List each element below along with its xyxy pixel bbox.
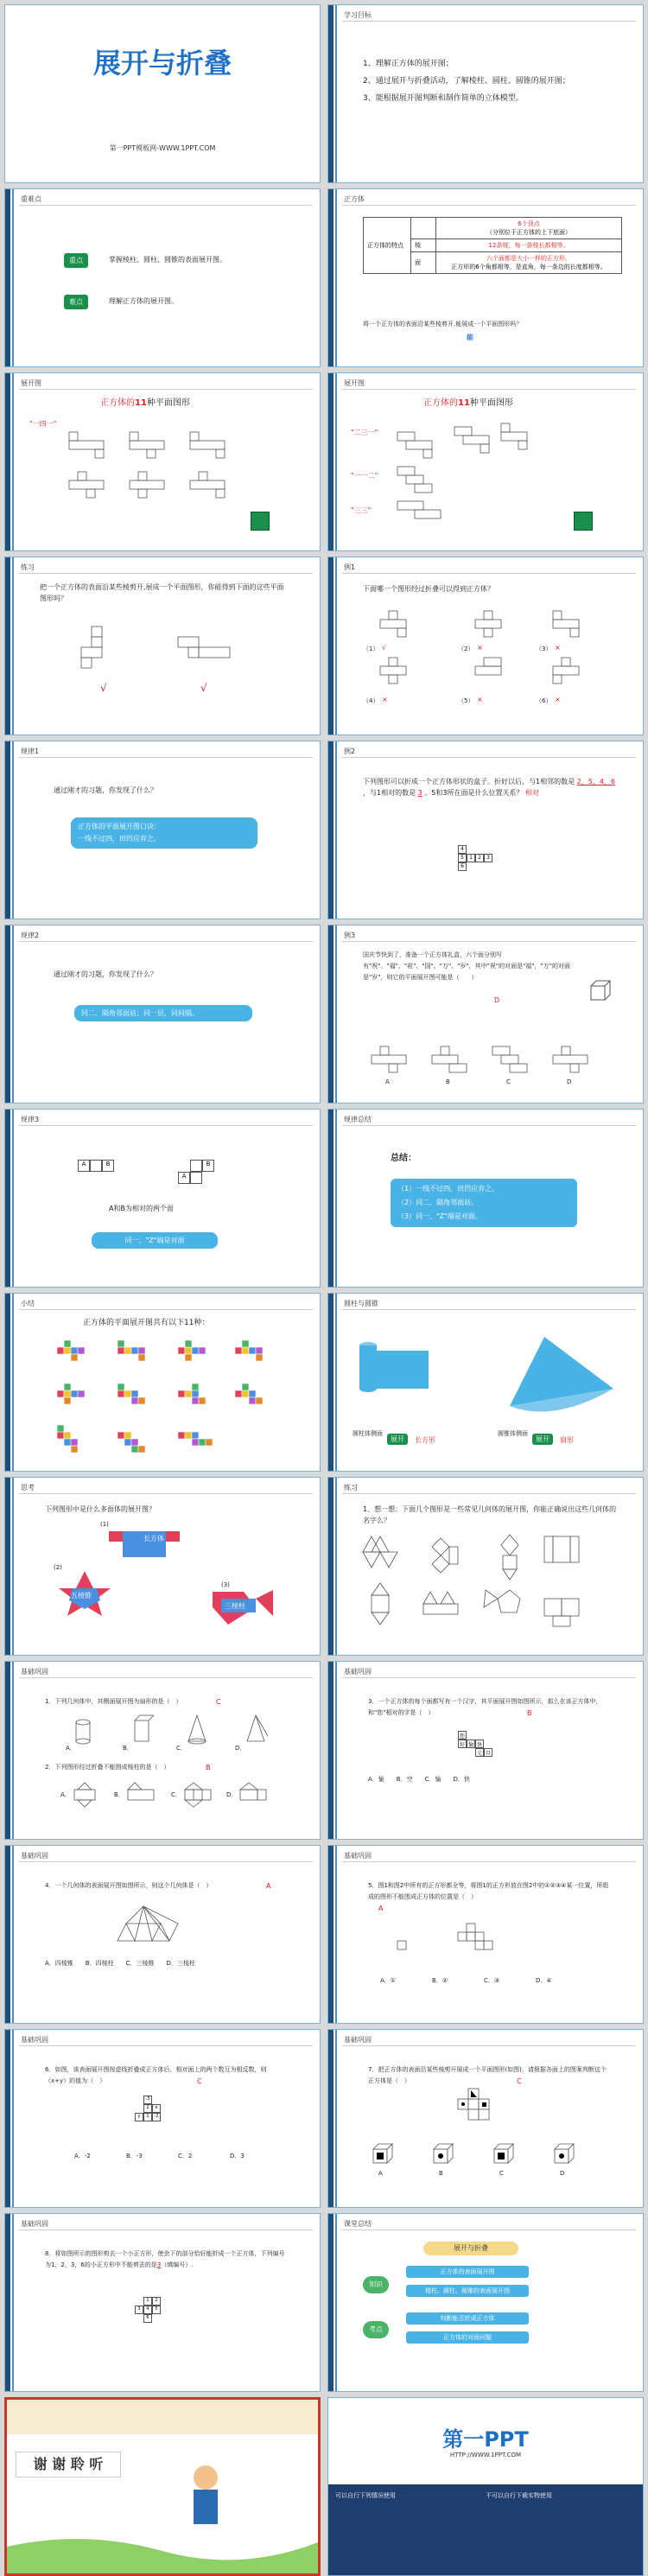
slide-header: 展开图	[344, 379, 365, 387]
cell-b: B	[202, 1160, 214, 1172]
side-bar-accent	[12, 2030, 14, 2208]
question: 把一个正方体的表面沿某些棱剪开,展成一个平面图形，你能得到下面的这些平面图形吗？	[40, 583, 284, 602]
slide-7[interactable]	[4, 557, 321, 735]
opt-4-mark: ×	[382, 696, 388, 703]
question: 6．如图，该表面展开图按虚线折叠成正方体后，相对面上的两个数互为相反数，则（x+y）的值为（ ）	[45, 2066, 267, 2084]
question: 3．一个正方体的每个面都写有一个汉字，其平面展开图如图所示，那么在该正方体中，和"您"相对的字是（ ）	[368, 1698, 602, 1716]
fig-1-2	[328, 1846, 644, 2024]
knowledge-tag: 知识	[363, 2276, 389, 2293]
divider	[19, 2229, 313, 2230]
knowledge-1: 正方体的表面展开图	[406, 2266, 529, 2278]
side-bar-accent	[335, 1662, 337, 1840]
slide-header: 展开图	[21, 379, 41, 387]
net-cell: 1	[143, 2297, 152, 2306]
answer-1: 长方体	[143, 1535, 164, 1542]
title-n: 11	[135, 398, 147, 408]
answer-2: 3	[417, 789, 422, 797]
slide-header: 基础巩固	[344, 1668, 372, 1676]
q1-opt-b: B．	[123, 1745, 133, 1752]
divider	[342, 1125, 636, 1126]
slide-19[interactable]	[4, 1661, 321, 1840]
side-bar	[5, 1110, 10, 1288]
difficulty-tag: 难点	[64, 295, 88, 309]
q2-opt-b: B．	[114, 1791, 124, 1798]
opt-5-label: （5）	[458, 697, 474, 704]
answer: C	[517, 2077, 522, 2085]
opt-1-label: （1）	[363, 646, 379, 652]
opt-c: C	[499, 2170, 504, 2177]
opt-a: A．-2	[74, 2153, 91, 2159]
cube-icon	[574, 512, 593, 531]
objective-3: 3、能根据展开图判断和制作简单的立体模型。	[363, 94, 524, 103]
cube-features-table	[363, 217, 622, 274]
answer: D	[494, 996, 500, 1004]
slide-header: 重难点	[21, 195, 41, 203]
side-bar	[5, 2030, 10, 2208]
opt-a: A	[378, 2170, 383, 2177]
check-mark-2: √	[200, 682, 207, 694]
net-cell: 好	[458, 1740, 467, 1748]
side-bar-accent	[12, 2214, 14, 2392]
net-cell: y	[135, 2113, 143, 2121]
rule-box: 同二、隔角邻面站；同一层，同间隔。	[74, 1005, 252, 1021]
cell-a: A	[178, 1172, 190, 1184]
exam-2: 正方体的对面问题	[406, 2331, 529, 2344]
answer-1: 2、5、4、6	[576, 778, 615, 786]
cylinder-result: 长方形	[415, 1436, 435, 1444]
right-title: 不可以自行下载实物使用	[486, 2492, 552, 2499]
summary-3: （3）同一、"Z"端是对面。	[397, 1212, 482, 1220]
net-cell: 旦	[484, 1748, 492, 1757]
divider	[342, 757, 636, 758]
slide-25[interactable]	[4, 2213, 321, 2392]
summary-2: （2）同二、隔角邻面站。	[397, 1199, 479, 1206]
net-cell: x	[152, 2104, 161, 2113]
question-1: 1．下列几何体中，其侧面展开图为扇形的是（ ）	[45, 1698, 182, 1705]
question	[363, 776, 622, 798]
polyhedra-nets	[5, 1478, 321, 1656]
edge-header: 棱	[411, 239, 436, 252]
opt-c: C．③	[484, 1977, 500, 1984]
rule-box	[71, 817, 257, 849]
slide-13[interactable]	[4, 1109, 321, 1288]
opt-3-mark: ×	[555, 644, 561, 652]
cone-label: 圆锥体侧面	[498, 1430, 528, 1437]
summary-1: （1）一线不过四，田凹应弃之。	[397, 1185, 499, 1193]
answer-3: 相对	[525, 789, 540, 797]
side-bar-accent	[12, 925, 14, 1104]
objective-2: 2、通过展开与折叠活动，了解棱柱、圆柱、圆锥的展开图；	[363, 77, 570, 86]
answer: B	[527, 1709, 532, 1717]
divider	[342, 2229, 636, 2230]
divider	[342, 21, 636, 22]
net-cell: 1	[143, 2113, 152, 2121]
title-a: 正方体的	[423, 398, 458, 408]
summary-box	[391, 1179, 577, 1227]
difficulty-text: 理解正方体的展开图。	[109, 297, 178, 305]
exam-tag: 考点	[363, 2321, 389, 2338]
opt-6-mark: ×	[555, 696, 561, 703]
opt-3-label: （3）	[536, 646, 552, 652]
title-b: 种平面图形	[469, 398, 513, 408]
question: 4．一个几何体的表面展开图如图所示，则这个几何体是（ ）	[45, 1882, 213, 1889]
option-cubes	[328, 2030, 644, 2208]
question	[45, 2248, 287, 2271]
net-cell: 元	[475, 1748, 484, 1757]
answer: 能	[467, 334, 473, 341]
slide-17[interactable]	[4, 1477, 321, 1656]
slide-header: 基础巩固	[21, 1668, 48, 1676]
slide-20[interactable]	[327, 1661, 644, 1840]
q2-nets	[5, 1662, 321, 1840]
net-cell: 4	[458, 845, 467, 854]
side-bar-accent	[335, 2214, 337, 2392]
net-cell: 5	[152, 2306, 161, 2314]
side-bar	[328, 1110, 334, 1288]
shape-nets	[328, 1478, 644, 1656]
opt-d: D	[560, 2170, 565, 2177]
opt-c: C	[506, 1078, 511, 1085]
cell-b: B	[102, 1160, 114, 1172]
net-cell: 快	[475, 1740, 484, 1748]
side-bar-accent	[12, 189, 14, 367]
divider	[19, 757, 313, 758]
face-text-1: 六个面都是大小一样的正方形。	[486, 255, 571, 262]
answer: 3	[156, 2261, 162, 2268]
slide-11[interactable]	[4, 925, 321, 1104]
question: 5．图1和图2中所有的正方形都全等，将图1的正方形放在图2中的①②③④某一位置，所组成的图形不能围成正方体的位置是（ ）	[368, 1882, 609, 1900]
left-title: 可以自行下列情况使用	[335, 2492, 396, 2499]
net-cell: 6	[458, 862, 467, 871]
net-cell: 3	[484, 854, 492, 862]
net-cell: 1	[467, 854, 475, 862]
question: 国庆节快到了，准备一个正方体礼盒，六个面分别写有"祝"、"福"、"祖"、"国"、"万"、"岁"，其中"祝"的对面是"福"，"万"的对面是"岁"，则它的平面展开图可能是（ ）	[363, 951, 570, 981]
q2-opt-c: C．	[171, 1791, 181, 1798]
net-cell: 5	[458, 854, 467, 862]
face-text-2: 正方形的6个角都相等，是直角，每一条边的长度都相等。	[451, 264, 607, 270]
divider	[19, 205, 313, 206]
slide-3[interactable]	[4, 188, 321, 367]
slide-header: 基础巩固	[344, 2036, 372, 2044]
net-cell: 4	[143, 2306, 152, 2314]
question: 下列图形中是什么多面体的展开图？	[45, 1505, 156, 1513]
cone-result: 扇形	[560, 1436, 574, 1444]
net-cell: 愉	[467, 1740, 475, 1748]
slide-header: 例1	[344, 563, 356, 571]
title-n: 11	[458, 398, 470, 408]
n1: (1)	[100, 1521, 109, 1528]
slide-header: 规律3	[21, 1116, 40, 1123]
divider	[19, 941, 313, 942]
net-cell: 3	[135, 2306, 143, 2314]
nets-figure	[5, 557, 321, 735]
slide-10[interactable]	[327, 741, 644, 919]
q-part-2: （填编号）.	[161, 2261, 194, 2268]
answer-2: B	[206, 1764, 211, 1771]
site-text: 第一PPT模板网-WWW.1PPT.COM	[109, 144, 216, 152]
slide-header: 思考	[21, 1484, 35, 1492]
thanks-illustration	[7, 2400, 318, 2573]
answer-2: 五棱锥	[71, 1592, 92, 1600]
side-bar-accent	[335, 1110, 337, 1288]
face-header: 面	[411, 252, 436, 274]
side-bar	[5, 925, 10, 1104]
answer: A	[378, 1905, 384, 1912]
slide-12[interactable]	[327, 925, 644, 1104]
question: 下面哪一个图形经过折叠可以得到正方体？	[363, 585, 494, 593]
type-tag-2: "一一二"	[351, 472, 378, 480]
q-part-2: ，与1相对的数是	[363, 789, 416, 797]
slide-2[interactable]	[327, 4, 644, 183]
slide-header: 例3	[344, 932, 356, 939]
slide-header: 练习	[21, 563, 35, 571]
slide-9[interactable]	[4, 741, 321, 919]
slide-23[interactable]	[4, 2029, 321, 2208]
options: A．四棱锥 B．四棱柱 C．三棱锥 D．三棱柱	[45, 1960, 195, 1967]
question: 1、想一想：下面几个图形是一些常见几何体的展开图，你能正确说出这些几何体的名字么？	[363, 1505, 617, 1524]
slide-header: 规律1	[21, 747, 40, 755]
slide-header: 基础巩固	[21, 2036, 48, 2044]
key-point-tag: 重点	[64, 253, 88, 268]
unfold-tag-1: 展开	[387, 1434, 408, 1445]
slide-27[interactable]	[4, 2397, 321, 2576]
slide-24[interactable]	[327, 2029, 644, 2208]
logo-text: 第一PPT	[442, 2427, 529, 2452]
slide-header: 学习目标	[344, 11, 372, 19]
rule-text: 一线不过四，田凹应弃之。	[78, 835, 161, 843]
slide-header: 练习	[344, 1484, 358, 1492]
divider	[19, 1125, 313, 1126]
slide-28[interactable]	[327, 2397, 644, 2576]
opt-b: B	[446, 1078, 450, 1085]
options: A．愉 B．空 C．愉 D．快	[368, 1776, 470, 1783]
opt-a: A．①	[380, 1977, 397, 1984]
check-mark-1: √	[100, 682, 107, 694]
cell	[190, 1160, 202, 1172]
question: 通过刚才的习题，你发现了什么？	[54, 786, 157, 794]
net-cell: 2	[475, 854, 484, 862]
side-bar	[328, 189, 334, 367]
pyramid-net	[5, 1846, 321, 2024]
side-bar	[328, 5, 334, 183]
opt-5-mark: ×	[477, 696, 483, 703]
title-b: 种平面图形	[146, 398, 190, 408]
side-bar-accent	[335, 741, 337, 919]
q2-opt-a: A．	[60, 1791, 71, 1798]
nets-grid	[328, 373, 644, 551]
slide-header: 课堂总结	[344, 2220, 372, 2228]
slide-15[interactable]	[4, 1293, 321, 1472]
net-cell: 2	[152, 2297, 161, 2306]
opt-2-mark: ×	[477, 644, 483, 652]
objective-1: 1、理解正方体的展开图；	[363, 60, 454, 68]
slide-22[interactable]	[327, 1845, 644, 2024]
opt-2-label: （2）	[458, 646, 474, 652]
cell-a: A	[78, 1160, 90, 1172]
opt-b: B	[439, 2170, 443, 2177]
q-part-3: 。5和3所在面是什么位置关系？	[424, 789, 524, 797]
slide-1[interactable]	[4, 4, 321, 183]
slide-header: 基础巩固	[21, 2220, 48, 2228]
n3: (3)	[221, 1581, 230, 1588]
answer-1: C	[216, 1698, 221, 1706]
q-part-1: 8．将如图所示的图形剪去一个小正方形，使余下的部分恰好能折成一个正方体，下列编号为1，2，3，6的小正方形中不能剪去的是	[45, 2250, 285, 2268]
net-cell: 您	[458, 1731, 467, 1740]
side-bar	[328, 1662, 334, 1840]
slide-header: 基础巩固	[21, 1852, 48, 1860]
cell	[190, 1172, 202, 1184]
type-tag-1: "二三一"	[351, 429, 378, 436]
question: 7．把正方体的表面沿某些棱剪开展成一个平面图形(如图)，请根据各面上的图案判断这个正方体是（ ）	[368, 2066, 607, 2084]
cell	[90, 1160, 102, 1172]
cylinder-label: 圆柱体侧面	[353, 1430, 383, 1437]
opt-c: C．2	[178, 2153, 193, 2159]
rule-title: 正方体的平面展开图口诀：	[78, 823, 161, 830]
row-label: 正方体的特点	[364, 218, 411, 274]
n2: (2)	[54, 1564, 62, 1571]
option-nets	[328, 925, 644, 1104]
cylinder-cone-figure	[328, 1294, 644, 1472]
opt-d: D	[567, 1078, 572, 1085]
knowledge-2: 棱柱、圆柱、圆锥的表面展开图	[406, 2285, 529, 2297]
summary-title: 总结：	[391, 1154, 416, 1163]
slide-18[interactable]	[327, 1477, 644, 1656]
cube-icon	[251, 512, 270, 531]
logo-url: HTTP://WWW.1PPT.COM	[449, 2452, 522, 2458]
slide-header: 正方体	[344, 195, 365, 203]
nets-grid	[5, 373, 321, 551]
q1-opt-a: A．	[66, 1745, 76, 1752]
thanks-text: 谢 谢 聆 听	[16, 2452, 121, 2477]
slide-header: 基础巩固	[344, 1852, 372, 1860]
slide-21[interactable]	[4, 1845, 321, 2024]
type-tag: "一四一"	[29, 420, 57, 428]
slide-5[interactable]	[4, 372, 321, 551]
type-tag-3: "三三"	[351, 506, 372, 514]
divider	[342, 205, 636, 206]
answer: A	[266, 1882, 271, 1890]
slide-4[interactable]	[327, 188, 644, 367]
divider	[342, 1677, 636, 1678]
divider	[19, 2045, 313, 2046]
edge-text: 12条棱，每一条棱长都相等。	[436, 239, 622, 252]
caption: A和B为相对的两个面	[109, 1205, 174, 1212]
q1-opt-c: C．	[176, 1745, 187, 1752]
q1-opt-d: D．	[235, 1745, 246, 1752]
slide-header: 规律2	[21, 932, 40, 939]
unfold-tag-2: 展开	[532, 1434, 553, 1445]
answer-3: 三棱柱	[225, 1602, 245, 1610]
title: 正方体的平面展开图共有以下11种：	[83, 1319, 210, 1327]
slide-header: 圆柱与圆锥	[344, 1300, 378, 1307]
slide-header: 规律总结	[344, 1116, 372, 1123]
opt-b: B．-3	[126, 2153, 143, 2159]
answer: C	[197, 2077, 202, 2085]
slide-header: 例2	[344, 747, 356, 755]
side-bar	[328, 741, 334, 919]
ad-footer	[328, 2484, 643, 2575]
net-cell: 6	[143, 2314, 152, 2323]
rule-box: 同一、"Z"端是对面	[92, 1232, 218, 1249]
question-2: 2．下列图形经过折叠不能围成棱柱的是（ ）	[45, 1764, 170, 1771]
side-bar	[5, 2214, 10, 2392]
slide-8[interactable]	[327, 557, 644, 735]
opt-6-label: （6）	[536, 697, 552, 704]
opt-b: B．②	[432, 1977, 448, 1984]
net-cell: 2	[143, 2104, 152, 2113]
key-point-text: 掌握棱柱、圆柱、圆锥的表面展开图。	[109, 256, 226, 264]
side-bar-accent	[335, 5, 337, 183]
slide-6[interactable]	[327, 372, 644, 551]
slide-14[interactable]	[327, 1109, 644, 1288]
side-bar-accent	[335, 189, 337, 367]
slide-header: 小结	[21, 1300, 35, 1307]
exam-1: 判断能否折成正方体	[406, 2312, 529, 2325]
opt-1-mark: √	[382, 644, 387, 652]
question: 通过刚才的习题，你发现了什么？	[54, 970, 157, 978]
opt-d: D．3	[230, 2153, 245, 2159]
opt-4-label: （4）	[363, 697, 379, 704]
colored-nets	[5, 1294, 321, 1472]
net-cell: -3	[143, 2096, 152, 2104]
side-bar-accent	[12, 1110, 14, 1288]
vertex-note: （分别位于正方体的上下底面）	[486, 229, 571, 236]
question: 将一个正方体的表面沿某些棱剪开,能展成一个平面图形吗？	[363, 321, 523, 328]
slide-26[interactable]	[327, 2213, 644, 2392]
net-cell: -2	[152, 2113, 161, 2121]
side-bar-accent	[12, 741, 14, 919]
side-bar	[5, 741, 10, 919]
opt-a: A	[385, 1078, 390, 1085]
slide-16[interactable]	[327, 1293, 644, 1472]
side-bar	[5, 189, 10, 367]
opt-d: D．④	[536, 1977, 552, 1984]
side-bar	[328, 2214, 334, 2392]
q-part-1: 下列图形可以折成一个正方体形状的盒子。折好以后，与1相邻的数是	[363, 778, 575, 786]
vertex-count: 6个顶点	[518, 220, 540, 227]
summary-title: 展开与折叠	[423, 2242, 518, 2255]
q2-opt-d: D．	[226, 1791, 238, 1798]
slide-title: 展开与折叠	[92, 47, 232, 80]
title-a: 正方体的	[100, 398, 135, 408]
